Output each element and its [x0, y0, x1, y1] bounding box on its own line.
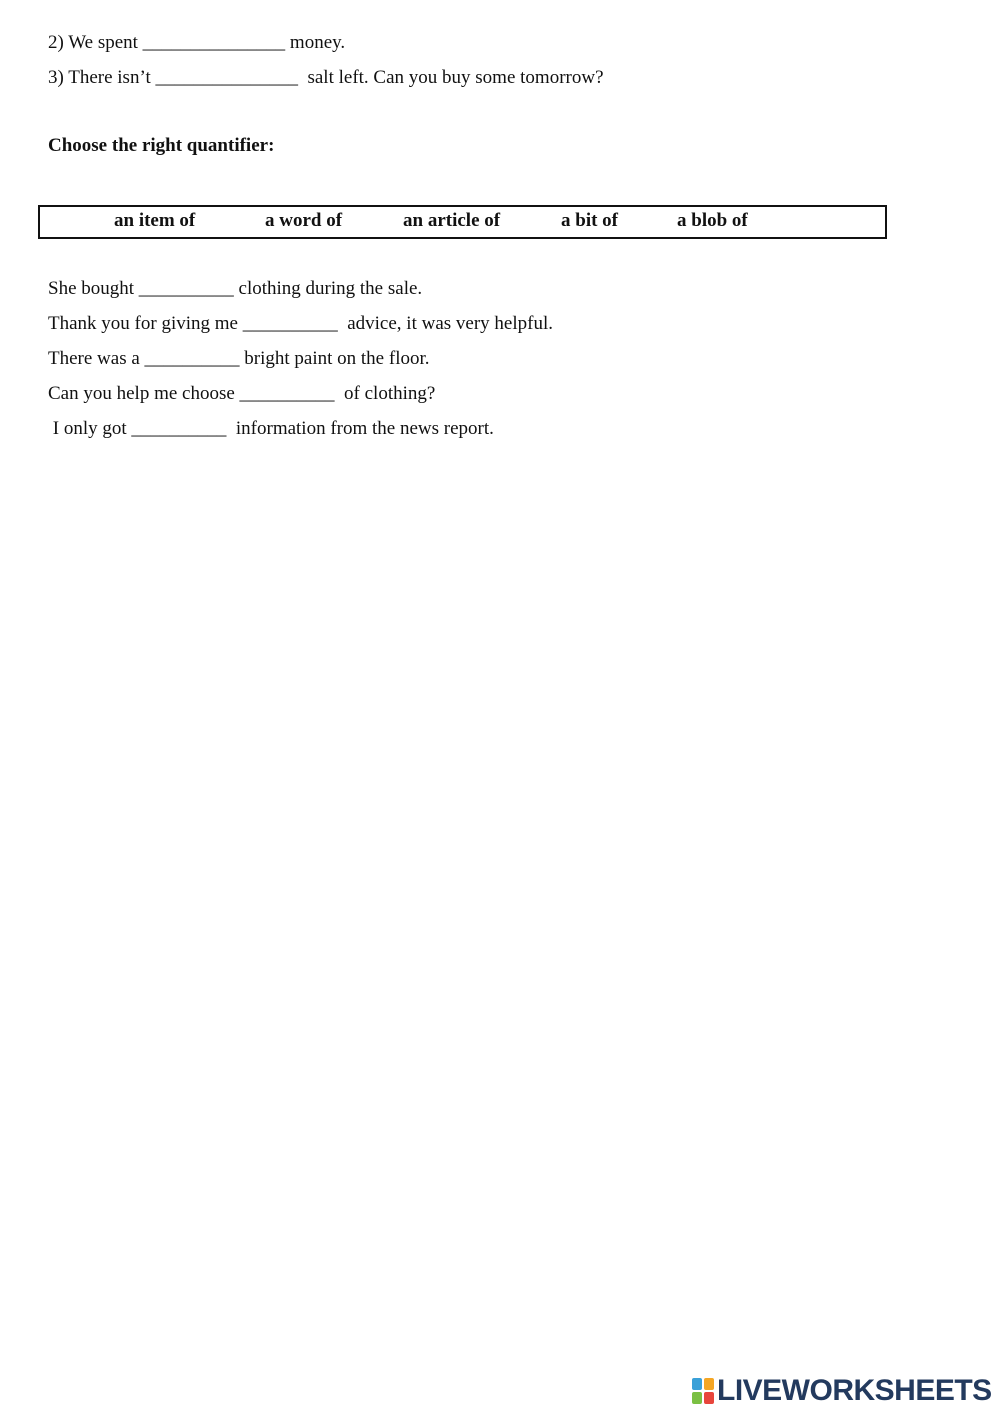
- logo-square: [692, 1378, 702, 1390]
- logo-mark-icon: [692, 1378, 714, 1404]
- sentence-2: Thank you for giving me __________ advice, it was very helpful.: [48, 313, 553, 334]
- sentence-1: She bought __________ clothing during the sale.: [48, 278, 423, 299]
- sentence-4: Can you help me choose __________ of clothing?: [48, 383, 436, 404]
- word-bank-item[interactable]: a bit of: [561, 210, 618, 231]
- logo-square: [692, 1392, 702, 1404]
- word-bank: [38, 205, 887, 239]
- word-bank-item[interactable]: a blob of: [677, 210, 748, 231]
- word-bank-item[interactable]: a word of: [265, 210, 343, 231]
- word-bank-item[interactable]: an item of: [114, 210, 196, 231]
- sentence-3: There was a __________ bright paint on the floor.: [48, 348, 430, 369]
- logo-square: [704, 1392, 714, 1404]
- exercise-line-3: 3) There isn’t _______________ salt left. Can you buy some tomorrow?: [48, 67, 604, 88]
- logo-square: [704, 1378, 714, 1390]
- liveworksheets-logo: [692, 1374, 992, 1408]
- exercise-line-2: 2) We spent _______________ money.: [48, 32, 346, 53]
- sentence-5: I only got __________ information from the news report.: [48, 418, 494, 439]
- section-heading: Choose the right quantifier:: [48, 135, 275, 156]
- logo-text: LIVEWORKSHEETS: [717, 1374, 992, 1407]
- word-bank-item[interactable]: an article of: [403, 210, 501, 231]
